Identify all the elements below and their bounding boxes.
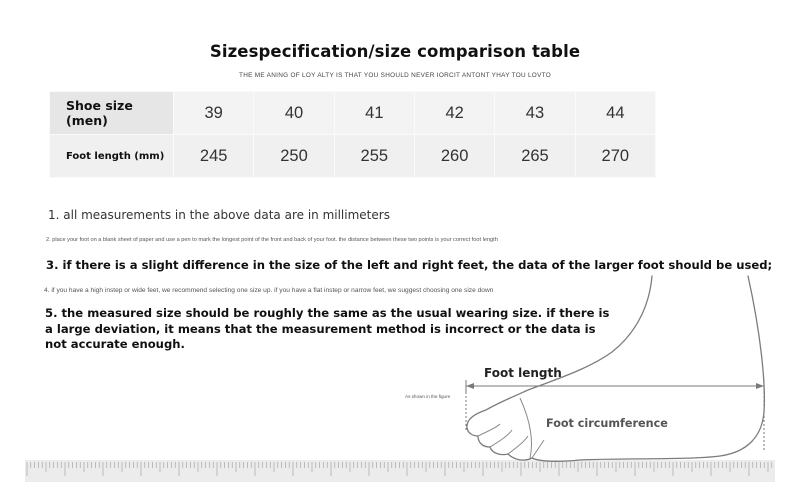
table-cell: 265 (495, 135, 575, 178)
foot-length-dimension (466, 380, 764, 450)
foot-length-label: Foot length (484, 366, 562, 380)
note-3: 3. if there is a slight difference in the size of the left and right feet, the data of the larger foot should be used; (46, 258, 773, 272)
table-cell: 40 (254, 92, 334, 135)
table-cell: 39 (174, 92, 254, 135)
circumference-arc (520, 398, 532, 458)
note-5: 5. the measured size should be roughly the same as the usual wearing size. if there is a large deviation, it means that the measurement method is incorrect or the data is not accurate enough. (45, 306, 610, 351)
table-cell: 250 (254, 135, 334, 178)
arrow-right (756, 383, 764, 389)
note-1: 1. all measurements in the above data are in millimeters (48, 208, 390, 222)
toe-lines (478, 424, 544, 458)
foot-circumference-label: Foot circumference (546, 417, 668, 430)
table-cell: 41 (334, 92, 414, 135)
arrow-left (466, 383, 474, 389)
page-title: Sizespecification/size comparison table (209, 42, 581, 61)
note-4: 4. if you have a high instep or wide feet, we recommend selecting one size up. if you have a flat instep or narrow feet, we suggest choosing one size down (44, 287, 494, 294)
page-subtitle: THE ME ANING OF LOY ALTY IS THAT YOU SHOULD NEVER IORCIT ANTONT YHAY TOU LOVTO (239, 72, 551, 79)
table-cell: 44 (575, 92, 655, 135)
note-2: 2. place your foot on a blank sheet of paper and use a pen to mark the longest point of the front and back of your foot. the distance between these two points is your correct foot length (46, 237, 498, 243)
figure-caption: As shown in the figure (405, 394, 451, 399)
table-cell: 42 (414, 92, 494, 135)
row-label-foot-length: Foot length (mm) (50, 135, 174, 178)
table-cell: 245 (174, 135, 254, 178)
table-cell: 43 (495, 92, 575, 135)
table-cell: 255 (334, 135, 414, 178)
row-label-shoe-size: Shoe size (men) (50, 92, 174, 135)
table-cell: 260 (414, 135, 494, 178)
table-cell: 270 (575, 135, 655, 178)
